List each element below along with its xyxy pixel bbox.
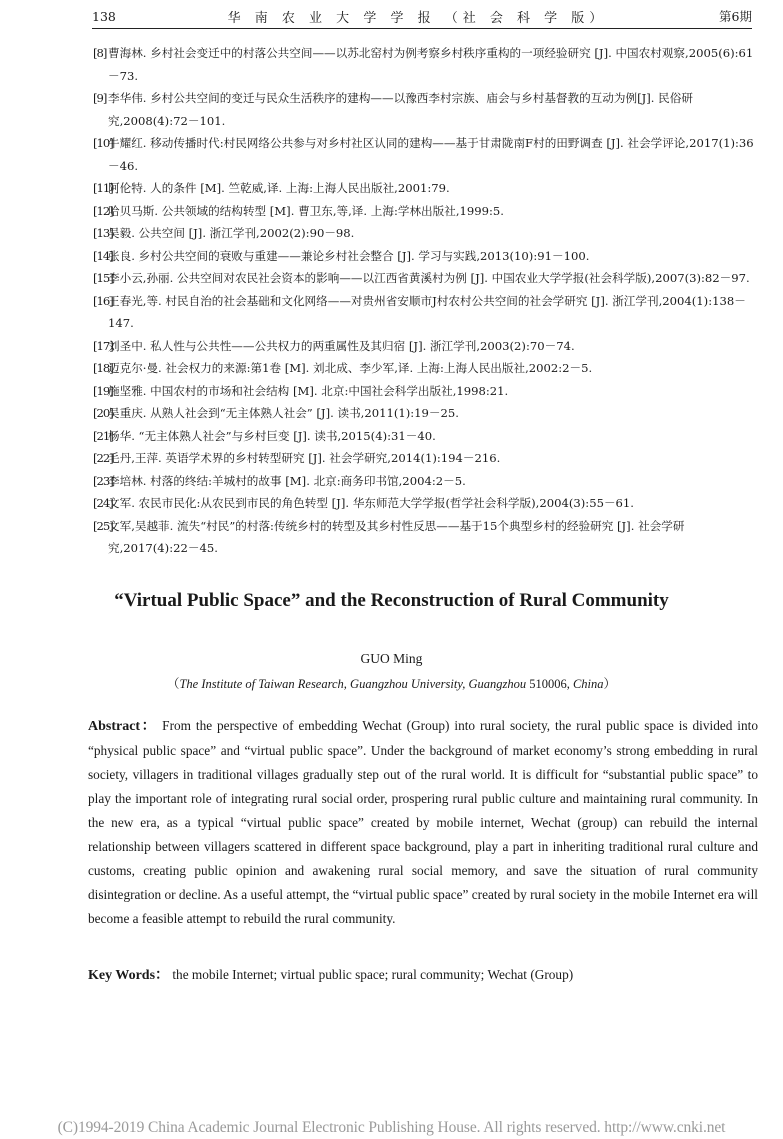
- reference-text: 哈贝马斯. 公共领域的结构转型 [M]. 曹卫东,等,译. 上海:学林出版社,1999:5.: [108, 203, 504, 218]
- reference-item: [93, 177, 761, 200]
- reference-number: [19]: [93, 383, 113, 398]
- reference-text: 刘圣中. 私人性与公共性——公共权力的两重属性及其归宿 [J]. 浙江学刊,2003(2):70－74.: [108, 338, 575, 353]
- reference-item: [93, 447, 761, 470]
- english-title: “Virtual Public Space” and the Reconstruction of Rural Community: [114, 590, 669, 611]
- reference-text: 毛丹,王萍. 英语学术界的乡村转型研究 [J]. 社会学研究,2014(1):194－216.: [108, 451, 501, 465]
- abstract-text: From the perspective of embedding Wechat (Group) into rural society, the rural public space is divided into “physical public space” and “virtual public space”. Under the background of market economy’s strong embedding in rural society, villagers in traditional villages gradually step out of the rural world. It is difficult for “substantial public space” to play the important role of integrating rural social order, prospering rural public culture and maintaining rural community. In the new era, as a typical “virtual public space” created by mobile internet, Wechat (group) can rebuild the internal relationship between villagers scattered in different space background, play a part in inheriting traditional rural culture and customs, creating public opinion and awakening rural social memory, and save the situation of rural community disintegration or decline. As a useful attempt, the “virtual public space” created by rural society in the mobile Internet era will become a feasible attempt to rebuild the rural community.: [88, 718, 758, 926]
- reference-text: 曹海林. 乡村社会变迁中的村落公共空间——以苏北窑村为例考察乡村秩序重构的一项经验研究 [J]. 中国农村观察,2005(6):61－73.: [108, 46, 754, 83]
- reference-number: [8]: [93, 46, 107, 60]
- affiliation-postcode: 510006,: [526, 677, 573, 691]
- reference-text: 迈克尔·曼. 社会权力的来源:第1卷 [M]. 刘北成、李少军,译. 上海:上海人民出版社,2002:2－5.: [108, 361, 593, 375]
- journal-title: 华 南 农 业 大 学 学 报 （社 会 科 学 版）: [227, 10, 608, 26]
- reference-item: [93, 132, 761, 177]
- reference-item: [93, 402, 761, 425]
- reference-item: [93, 267, 761, 290]
- reference-item: [93, 425, 761, 448]
- reference-item: [93, 515, 761, 560]
- abstract-label: Abstract：: [88, 719, 158, 734]
- reference-item: [93, 357, 761, 380]
- affiliation-open-paren: （: [166, 677, 180, 691]
- reference-number: [11]: [93, 181, 113, 195]
- reference-text: 李小云,孙丽. 公共空间对农民社会资本的影响——以江西省黄溪村为例 [J]. 中国农业大学学报(社会科学版),2007(3):82－97.: [108, 271, 750, 285]
- reference-number: [24]: [93, 496, 113, 510]
- reference-text: 张良. 乡村公共空间的衰败与重建——兼论乡村社会整合 [J]. 学习与实践,2013(10):91－100.: [108, 248, 590, 263]
- running-header: [92, 4, 752, 29]
- reference-text: 施坚雅. 中国农村的市场和社会结构 [M]. 北京:中国社会科学出版社,1998:21.: [108, 383, 509, 398]
- reference-text: 吴毅. 公共空间 [J]. 浙江学刊,2002(2):90－98.: [108, 226, 355, 240]
- reference-number: [9]: [93, 91, 107, 105]
- reference-text: 李华伟. 乡村公共空间的变迁与民众生活秩序的建构——以豫西李村宗族、庙会与乡村基督教的互动为例[J]. 民俗研究,2008(4):72－101.: [108, 91, 693, 128]
- reference-number: [10]: [93, 136, 113, 150]
- reference-number: [23]: [93, 473, 113, 488]
- abstract-paragraph: [88, 714, 758, 931]
- reference-number: [17]: [93, 338, 113, 353]
- reference-text: 牛耀红. 移动传播时代:村民网络公共参与对乡村社区认同的建构——基于甘肃陇南F村的田野调查 [J]. 社会学评论,2017(1):36－46.: [108, 136, 754, 173]
- reference-item: [93, 492, 761, 515]
- reference-list: [93, 42, 761, 560]
- author-name: GUO Ming: [360, 651, 423, 666]
- reference-text: 王春光,等. 村民自治的社会基础和文化网络——对贵州省安顺市J村农村公共空间的社会学研究 [J]. 浙江学刊,2004(1):138－147.: [108, 293, 746, 330]
- reference-text: 阿伦特. 人的条件 [M]. 竺乾威,译. 上海:上海人民出版社,2001:79.: [108, 181, 450, 195]
- reference-text: 文军,吴越菲. 流失“村民”的村落:传统乡村的转型及其乡村性反思——基于15个典型乡村的经验研究 [J]. 社会学研究,2017(4):22－45.: [108, 518, 685, 555]
- reference-number: [14]: [93, 248, 113, 263]
- copyright-footer: (C)1994-2019 China Academic Journal Electronic Publishing House. All rights reserved. http://www.cnki.net: [57, 1119, 726, 1136]
- reference-item: [93, 470, 761, 493]
- reference-text: 文军. 农民市民化:从农民到市民的角色转型 [J]. 华东师范大学学报(哲学社会科学版),2004(3):55－61.: [108, 496, 634, 510]
- affiliation-institution: The Institute of Taiwan Research, Guangzhou University, Guangzhou: [179, 677, 527, 691]
- affiliation-close-paren: ）: [603, 677, 617, 691]
- reference-item: [93, 290, 761, 335]
- affiliation-country: China: [572, 677, 604, 691]
- reference-item: [93, 335, 761, 358]
- keywords-text: the mobile Internet; virtual public space; rural community; Wechat (Group): [169, 967, 574, 982]
- reference-number: [15]: [93, 271, 113, 285]
- keywords-label: Key Words：: [88, 968, 170, 983]
- reference-text: 李培林. 村落的终结:羊城村的故事 [M]. 北京:商务印书馆,2004:2－5.: [108, 473, 466, 488]
- reference-item: [93, 42, 761, 87]
- reference-number: [18]: [93, 361, 113, 375]
- reference-number: [25]: [93, 518, 113, 533]
- reference-item: [93, 380, 761, 403]
- author-affiliation: [0, 674, 783, 692]
- keywords-line: [88, 964, 758, 984]
- reference-number: [20]: [93, 406, 113, 420]
- reference-number: [13]: [93, 226, 113, 240]
- reference-item: [93, 87, 761, 132]
- issue-number: 第6期: [719, 9, 752, 24]
- reference-number: [12]: [93, 203, 113, 218]
- reference-number: [21]: [93, 428, 113, 443]
- reference-number: [22]: [93, 451, 113, 465]
- reference-text: 吴重庆. 从熟人社会到“无主体熟人社会” [J]. 读书,2011(1):19－25.: [108, 406, 459, 420]
- reference-number: [16]: [93, 293, 113, 308]
- reference-text: 杨华. “无主体熟人社会”与乡村巨变 [J]. 读书,2015(4):31－40.: [108, 428, 436, 443]
- reference-item: [93, 245, 761, 268]
- reference-item: [93, 222, 761, 245]
- reference-item: [93, 200, 761, 223]
- page-number: 138: [92, 8, 116, 24]
